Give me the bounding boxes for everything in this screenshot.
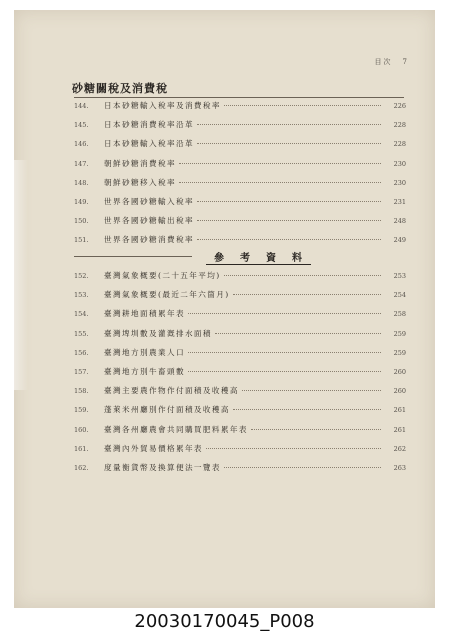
entry-title: 度量衡貨幣及換算便法一覽表 (104, 462, 221, 472)
entry-number: 144. (74, 102, 89, 110)
dot-leader (188, 371, 381, 372)
dot-leader (197, 124, 381, 125)
entry-page-number: 226 (393, 102, 406, 110)
entry-number: 155. (74, 329, 89, 338)
entry-page-number: 260 (393, 387, 406, 396)
toc-entry (74, 462, 406, 481)
entry-page-number: 261 (393, 406, 406, 415)
entry-page-number: 258 (393, 310, 406, 319)
dot-leader (197, 143, 381, 144)
toc-entry (74, 347, 406, 366)
dot-leader (197, 201, 381, 202)
entry-title: 臺灣耕地面積累年表 (104, 309, 185, 319)
entry-number: 148. (74, 178, 89, 187)
dot-leader (215, 333, 381, 334)
page-header (375, 57, 409, 67)
entry-title: 朝鮮砂糖消費稅率 (104, 158, 176, 168)
toc-entry (74, 404, 406, 423)
entry-page-number: 261 (393, 425, 406, 434)
entry-title: 日本砂糖消費稅率沿革 (104, 120, 194, 130)
entry-number: 150. (74, 217, 89, 226)
entry-page-number: 260 (393, 367, 406, 376)
entry-title: 世界各國砂糖輸入稅率 (104, 196, 194, 206)
entry-title: 日本砂糖輸入稅率沿革 (104, 139, 194, 149)
toc-entry (74, 385, 406, 404)
entry-page-number: 228 (393, 121, 406, 130)
toc-entry (74, 308, 406, 327)
dot-leader (179, 182, 381, 183)
dot-leader (179, 163, 381, 164)
entry-number: 157. (74, 367, 89, 376)
entry-number: 159. (74, 406, 89, 415)
toc-entry (74, 177, 406, 196)
entry-page-number: 253 (393, 272, 406, 280)
toc-entry (74, 119, 406, 138)
entry-title: 臺灣地方別農業人口 (104, 347, 185, 357)
entry-number: 158. (74, 387, 89, 396)
entry-title: 世界各國砂糖消費稅率 (104, 235, 194, 245)
entry-title: 世界各國砂糖輸出稅率 (104, 216, 194, 226)
entry-number: 154. (74, 310, 89, 319)
entry-number: 152. (74, 272, 89, 280)
dot-leader (224, 467, 381, 468)
entry-page-number: 230 (393, 178, 406, 187)
toc-entry (74, 100, 406, 119)
entry-title: 臺灣埤圳數及灌漑排水面積 (104, 328, 212, 338)
toc-entry (74, 443, 406, 462)
entry-title: 日本砂糖輸入稅率及消費稅率 (104, 101, 221, 110)
entry-number: 147. (74, 159, 89, 168)
toc-entry (74, 158, 406, 177)
entry-title: 臺灣主要農作物作付面積及收穫高 (104, 386, 239, 396)
entry-title: 臺灣地方別牛畜頭數 (104, 366, 185, 376)
dot-leader (197, 220, 381, 221)
entry-title: 臺灣氣象概要(最近二年六箇月) (104, 290, 230, 300)
entry-number: 153. (74, 291, 89, 300)
entry-number: 161. (74, 444, 89, 453)
entry-title: 朝鮮砂糖移入稅率 (104, 177, 176, 187)
entry-number: 149. (74, 197, 89, 206)
entry-page-number: 230 (393, 159, 406, 168)
entry-number: 146. (74, 140, 89, 149)
toc-entry (74, 215, 406, 234)
entry-page-number: 254 (393, 291, 406, 300)
entry-number: 160. (74, 425, 89, 434)
reference-heading-underline (206, 264, 311, 265)
dot-leader (188, 313, 381, 314)
dot-leader (197, 239, 381, 240)
entry-number: 162. (74, 463, 89, 472)
toc-entry (74, 289, 406, 308)
dot-leader (188, 352, 381, 353)
entry-number: 145. (74, 121, 89, 130)
section-entries-list (74, 100, 406, 254)
dot-leader (233, 409, 381, 410)
dot-leader (206, 448, 381, 449)
entry-page-number: 262 (393, 444, 406, 453)
toc-entry (74, 366, 406, 385)
reference-entries-list (74, 270, 406, 481)
toc-entry (74, 424, 406, 443)
section-title: 砂糖關稅及消費稅 (72, 82, 168, 95)
toc-entry (74, 196, 406, 215)
entry-page-number: 228 (393, 140, 406, 149)
toc-entry (74, 138, 406, 157)
dot-leader (251, 429, 381, 430)
image-caption: 20030170045_P008 (134, 611, 315, 632)
header-label: 目次 (374, 58, 393, 66)
dot-leader (233, 294, 381, 295)
entry-number: 156. (74, 348, 89, 357)
toc-entry (74, 328, 406, 347)
entry-page-number: 259 (393, 348, 406, 357)
entry-title: 臺灣各州廳農會共同購買肥料累年表 (104, 424, 248, 434)
section-rule-top (74, 97, 404, 98)
entry-page-number: 231 (393, 197, 406, 206)
reference-heading: 參考資料 (214, 253, 318, 264)
entry-page-number: 263 (393, 463, 406, 472)
entry-page-number: 259 (393, 329, 406, 338)
entry-number: 151. (74, 236, 89, 245)
section-rule-bottom (74, 256, 192, 257)
header-page-number: 7 (402, 58, 409, 66)
dot-leader (224, 275, 381, 276)
entry-title: 臺灣內外貿易價格累年表 (104, 443, 203, 453)
entry-page-number: 249 (393, 236, 406, 245)
dot-leader (224, 105, 381, 106)
toc-entry (74, 270, 406, 289)
dot-leader (242, 390, 381, 391)
entry-page-number: 248 (393, 217, 406, 226)
entry-title: 蓬萊米州廳別作付面積及收穫高 (104, 405, 230, 415)
entry-title: 臺灣氣象概要(二十五年平均) (104, 271, 221, 280)
